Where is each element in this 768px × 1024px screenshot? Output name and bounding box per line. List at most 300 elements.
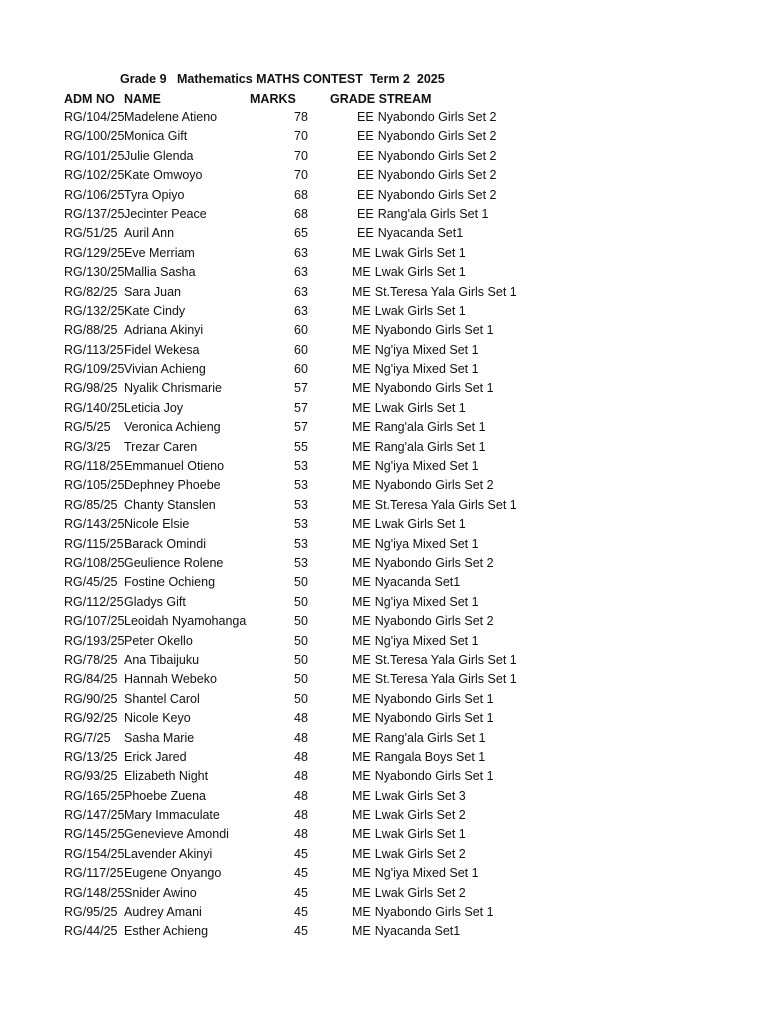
cell-stream: St.Teresa Yala Girls Set 1	[374, 284, 517, 299]
cell-stream: Nyabondo Girls Set 1	[374, 691, 494, 706]
cell-grade-stream	[330, 903, 580, 922]
cell-marks: 55	[294, 439, 308, 454]
table-row	[0, 399, 768, 418]
cell-grade: EE	[357, 129, 374, 144]
table-row	[0, 651, 768, 670]
cell-marks: 50	[294, 672, 308, 687]
cell-grade: ME	[352, 788, 371, 803]
cell-marks: 78	[294, 110, 308, 124]
cell-stream: St.Teresa Yala Girls Set 1	[374, 672, 517, 687]
table-row	[0, 922, 768, 941]
cell-stream: Lwak Girls Set 1	[374, 400, 466, 415]
table-row	[0, 283, 768, 302]
table-row	[0, 438, 768, 457]
cell-name: Dephney Phoebe	[124, 478, 221, 493]
cell-name: Barack Omindi	[124, 536, 206, 551]
table-row	[0, 884, 768, 903]
cell-grade-stream	[330, 399, 580, 418]
cell-marks: 60	[294, 342, 308, 357]
cell-grade-stream	[330, 108, 580, 127]
cell-grade: ME	[352, 536, 371, 551]
cell-name: Adriana Akinyi	[124, 323, 204, 338]
cell-grade: ME	[352, 303, 371, 318]
cell-stream: Nyacanda Set1	[374, 575, 461, 590]
cell-adm-no: RG/105/25	[64, 478, 124, 493]
cell-adm-no: RG/101/25	[64, 148, 124, 163]
cell-marks: 68	[294, 187, 308, 202]
cell-adm-no: RG/147/25	[64, 808, 124, 823]
cell-stream: Lwak Girls Set 1	[374, 517, 466, 532]
cell-grade-stream	[330, 476, 580, 495]
cell-stream: Nyabondo Girls Set 1	[374, 711, 494, 726]
cell-stream: Nyabondo Girls Set 2	[377, 168, 497, 183]
sheet-title	[120, 70, 445, 88]
cell-grade-stream	[330, 263, 580, 282]
cell-name: Elizabeth Night	[124, 769, 209, 784]
table-row	[0, 379, 768, 398]
table-row	[0, 729, 768, 748]
cell-adm-no: RG/85/25	[64, 497, 118, 512]
cell-stream: Nyabondo Girls Set 2	[377, 110, 497, 124]
cell-stream: Rang'ala Girls Set 1	[377, 206, 489, 221]
cell-adm-no: RG/95/25	[64, 905, 118, 920]
cell-adm-no: RG/130/25	[64, 265, 124, 280]
cell-marks: 45	[294, 905, 308, 920]
cell-grade: ME	[352, 808, 371, 823]
cell-marks: 48	[294, 788, 308, 803]
header-adm-no: ADM NO	[64, 92, 115, 106]
cell-marks: 50	[294, 575, 308, 590]
table-row	[0, 147, 768, 166]
cell-name: Chanty Stanslen	[124, 497, 216, 512]
cell-stream: St.Teresa Yala Girls Set 1	[374, 497, 517, 512]
cell-grade-stream	[330, 515, 580, 534]
table-row	[0, 903, 768, 922]
cell-adm-no: RG/137/25	[64, 206, 124, 221]
cell-name: Monica Gift	[124, 129, 188, 144]
cell-grade-stream	[330, 379, 580, 398]
cell-stream: Ng'iya Mixed Set 1	[374, 362, 479, 377]
cell-stream: Nyabondo Girls Set 1	[374, 381, 494, 396]
cell-grade: ME	[352, 362, 371, 377]
cell-grade-stream	[330, 224, 580, 243]
cell-stream: Ng'iya Mixed Set 1	[374, 594, 479, 609]
cell-name: Leticia Joy	[124, 400, 184, 415]
table-row	[0, 244, 768, 263]
cell-grade: ME	[352, 614, 371, 629]
cell-grade-stream	[330, 670, 580, 689]
cell-name: Tyra Opiyo	[124, 187, 185, 202]
cell-adm-no: RG/88/25	[64, 323, 118, 338]
cell-grade-stream	[330, 360, 580, 379]
cell-grade: EE	[357, 168, 374, 183]
cell-grade-stream	[330, 612, 580, 631]
cell-grade-stream	[330, 690, 580, 709]
table-row	[0, 302, 768, 321]
cell-adm-no: RG/93/25	[64, 769, 118, 784]
cell-stream: Ng'iya Mixed Set 1	[374, 459, 479, 474]
cell-grade-stream	[330, 147, 580, 166]
cell-marks: 63	[294, 245, 308, 260]
cell-grade-stream	[330, 651, 580, 670]
cell-adm-no: RG/118/25	[64, 459, 124, 474]
cell-name: Nicole Elsie	[124, 517, 190, 532]
cell-adm-no: RG/98/25	[64, 381, 118, 396]
cell-name: Geulience Rolene	[124, 555, 224, 570]
table-row	[0, 321, 768, 340]
cell-marks: 48	[294, 827, 308, 842]
cell-grade-stream	[330, 496, 580, 515]
cell-adm-no: RG/3/25	[64, 439, 111, 454]
cell-name: Snider Awino	[124, 885, 197, 900]
cell-adm-no: RG/106/25	[64, 187, 124, 202]
cell-grade: ME	[352, 652, 371, 667]
cell-marks: 45	[294, 846, 308, 861]
cell-name: Kate Cindy	[124, 303, 186, 318]
table-row	[0, 554, 768, 573]
cell-name: Mallia Sasha	[124, 265, 196, 280]
cell-name: Leoidah Nyamohanga	[124, 614, 247, 629]
cell-marks: 48	[294, 711, 308, 726]
cell-adm-no: RG/102/25	[64, 168, 124, 183]
cell-name: Fidel Wekesa	[124, 342, 200, 357]
cell-stream: Lwak Girls Set 1	[374, 245, 466, 260]
cell-marks: 50	[294, 633, 308, 648]
cell-stream: Nyabondo Girls Set 1	[374, 323, 494, 338]
cell-grade-stream	[330, 922, 580, 941]
cell-grade: ME	[352, 846, 371, 861]
cell-stream: Nyacanda Set1	[374, 924, 461, 939]
cell-marks: 63	[294, 265, 308, 280]
cell-grade: ME	[352, 711, 371, 726]
cell-name: Nicole Keyo	[124, 711, 191, 726]
cell-marks: 65	[294, 226, 308, 241]
cell-grade-stream	[330, 729, 580, 748]
cell-grade: ME	[352, 400, 371, 415]
table-row	[0, 825, 768, 844]
cell-grade-stream	[330, 302, 580, 321]
cell-stream: Nyabondo Girls Set 2	[377, 129, 497, 144]
cell-marks: 57	[294, 381, 308, 396]
cell-grade-stream	[330, 438, 580, 457]
cell-stream: Nyacanda Set1	[377, 226, 464, 241]
header-grade-stream: GRADE STREAM	[330, 92, 432, 106]
cell-grade: ME	[352, 439, 371, 454]
cell-name: Eugene Onyango	[124, 866, 222, 881]
cell-grade: ME	[352, 730, 371, 745]
cell-name: Julie Glenda	[124, 148, 194, 163]
title-term: Term 2	[369, 72, 410, 86]
cell-name: Peter Okello	[124, 633, 193, 648]
cell-marks: 60	[294, 362, 308, 377]
cell-grade-stream	[330, 632, 580, 651]
cell-stream: Rang'ala Girls Set 1	[374, 439, 486, 454]
cell-name: Phoebe Zuena	[124, 788, 207, 803]
table-row	[0, 457, 768, 476]
cell-stream: Ng'iya Mixed Set 1	[374, 633, 479, 648]
cell-stream: Lwak Girls Set 2	[374, 885, 466, 900]
table-row	[0, 360, 768, 379]
table-row	[0, 787, 768, 806]
cell-stream: Nyabondo Girls Set 2	[374, 555, 494, 570]
cell-grade-stream	[330, 127, 580, 146]
cell-name: Veronica Achieng	[124, 420, 221, 435]
cell-grade: ME	[352, 827, 371, 842]
cell-adm-no: RG/132/25	[64, 303, 124, 318]
table-row	[0, 166, 768, 185]
cell-adm-no: RG/143/25	[64, 517, 124, 532]
cell-stream: Lwak Girls Set 3	[374, 788, 466, 803]
table-row	[0, 496, 768, 515]
cell-stream: Lwak Girls Set 2	[374, 808, 466, 823]
table-row	[0, 709, 768, 728]
table-row	[0, 263, 768, 282]
table-row	[0, 515, 768, 534]
cell-marks: 53	[294, 517, 308, 532]
cell-grade: ME	[352, 924, 371, 939]
cell-adm-no: RG/5/25	[64, 420, 111, 435]
table-row	[0, 864, 768, 883]
cell-grade: ME	[352, 265, 371, 280]
cell-name: Trezar Caren	[124, 439, 198, 454]
cell-stream: Nyabondo Girls Set 2	[377, 187, 497, 202]
table-row	[0, 127, 768, 146]
cell-name: Madelene Atieno	[124, 110, 218, 124]
cell-adm-no: RG/104/25	[64, 110, 124, 124]
cell-adm-no: RG/90/25	[64, 691, 118, 706]
cell-grade: EE	[357, 148, 374, 163]
title-grade: Grade 9	[120, 72, 167, 86]
cell-marks: 53	[294, 497, 308, 512]
cell-name: Mary Immaculate	[124, 808, 220, 823]
table-row	[0, 205, 768, 224]
cell-marks: 53	[294, 555, 308, 570]
table-row	[0, 535, 768, 554]
cell-adm-no: RG/193/25	[64, 633, 124, 648]
cell-name: Shantel Carol	[124, 691, 200, 706]
cell-grade: ME	[352, 594, 371, 609]
table-row	[0, 845, 768, 864]
cell-adm-no: RG/84/25	[64, 672, 118, 687]
table-row	[0, 224, 768, 243]
cell-stream: Lwak Girls Set 2	[374, 846, 466, 861]
cell-stream: Rangala Boys Set 1	[374, 749, 486, 764]
cell-marks: 70	[294, 148, 308, 163]
cell-marks: 50	[294, 594, 308, 609]
cell-adm-no: RG/13/25	[64, 749, 118, 764]
cell-marks: 48	[294, 808, 308, 823]
title-year: 2025	[416, 72, 445, 86]
cell-grade-stream	[330, 244, 580, 263]
cell-marks: 45	[294, 924, 308, 939]
cell-grade-stream	[330, 321, 580, 340]
cell-adm-no: RG/45/25	[64, 575, 118, 590]
cell-stream: Ng'iya Mixed Set 1	[374, 536, 479, 551]
cell-grade: ME	[352, 478, 371, 493]
cell-name: Nyalik Chrismarie	[124, 381, 222, 396]
cell-adm-no: RG/44/25	[64, 924, 118, 939]
cell-marks: 57	[294, 420, 308, 435]
cell-stream: Nyabondo Girls Set 2	[377, 148, 497, 163]
cell-grade: ME	[352, 575, 371, 590]
cell-adm-no: RG/100/25	[64, 129, 124, 144]
cell-marks: 53	[294, 478, 308, 493]
table-row	[0, 108, 768, 127]
cell-marks: 68	[294, 206, 308, 221]
cell-grade-stream	[330, 457, 580, 476]
cell-grade-stream	[330, 283, 580, 302]
cell-adm-no: RG/7/25	[64, 730, 111, 745]
cell-adm-no: RG/115/25	[64, 536, 124, 551]
cell-name: Genevieve Amondi	[124, 827, 229, 842]
cell-stream: Lwak Girls Set 1	[374, 827, 466, 842]
cell-grade-stream	[330, 709, 580, 728]
cell-stream: Nyabondo Girls Set 1	[374, 769, 494, 784]
cell-grade-stream	[330, 748, 580, 767]
cell-grade-stream	[330, 884, 580, 903]
cell-marks: 63	[294, 284, 308, 299]
cell-grade-stream	[330, 593, 580, 612]
cell-grade-stream	[330, 166, 580, 185]
cell-adm-no: RG/154/25	[64, 846, 124, 861]
header-marks: MARKS	[250, 92, 296, 106]
cell-stream: Nyabondo Girls Set 2	[374, 478, 494, 493]
cell-name: Auril Ann	[124, 226, 175, 241]
cell-grade: ME	[352, 633, 371, 648]
cell-name: Eve Merriam	[124, 245, 195, 260]
cell-stream: Nyabondo Girls Set 1	[374, 905, 494, 920]
cell-name: Emmanuel Otieno	[124, 459, 225, 474]
cell-grade-stream	[330, 825, 580, 844]
cell-name: Hannah Webeko	[124, 672, 217, 687]
cell-grade-stream	[330, 341, 580, 360]
cell-grade: ME	[352, 555, 371, 570]
cell-adm-no: RG/165/25	[64, 788, 124, 803]
cell-adm-no: RG/112/25	[64, 594, 124, 609]
cell-adm-no: RG/92/25	[64, 711, 118, 726]
cell-grade: ME	[352, 866, 371, 881]
cell-grade: ME	[352, 905, 371, 920]
cell-grade: ME	[352, 245, 371, 260]
cell-grade: EE	[357, 110, 374, 124]
cell-grade-stream	[330, 573, 580, 592]
table-row	[0, 573, 768, 592]
cell-grade-stream	[330, 535, 580, 554]
table-row	[0, 632, 768, 651]
header-name: NAME	[124, 92, 161, 106]
cell-grade: ME	[352, 497, 371, 512]
cell-adm-no: RG/140/25	[64, 400, 124, 415]
cell-adm-no: RG/113/25	[64, 342, 124, 357]
cell-marks: 48	[294, 769, 308, 784]
cell-adm-no: RG/107/25	[64, 614, 124, 629]
cell-name: Fostine Ochieng	[124, 575, 216, 590]
cell-grade: ME	[352, 381, 371, 396]
table-row	[0, 593, 768, 612]
cell-marks: 50	[294, 691, 308, 706]
cell-marks: 60	[294, 323, 308, 338]
cell-grade: ME	[352, 284, 371, 299]
cell-name: Sasha Marie	[124, 730, 195, 745]
cell-name: Gladys Gift	[124, 594, 186, 609]
cell-marks: 70	[294, 168, 308, 183]
cell-stream: Rang'ala Girls Set 1	[374, 420, 486, 435]
cell-adm-no: RG/148/25	[64, 885, 124, 900]
cell-grade: ME	[352, 517, 371, 532]
title-subject: Mathematics MATHS CONTEST	[176, 72, 363, 86]
cell-marks: 45	[294, 866, 308, 881]
cell-stream: St.Teresa Yala Girls Set 1	[374, 652, 517, 667]
cell-name: Kate Omwoyo	[124, 168, 203, 183]
cell-name: Ana Tibaijuku	[124, 652, 200, 667]
cell-name: Jecinter Peace	[124, 206, 207, 221]
cell-name: Lavender Akinyi	[124, 846, 213, 861]
cell-grade-stream	[330, 787, 580, 806]
cell-stream: Lwak Girls Set 1	[374, 303, 466, 318]
cell-grade-stream	[330, 806, 580, 825]
cell-stream: Rang'ala Girls Set 1	[374, 730, 486, 745]
cell-marks: 53	[294, 459, 308, 474]
cell-marks: 45	[294, 885, 308, 900]
cell-stream: Ng'iya Mixed Set 1	[374, 342, 479, 357]
cell-adm-no: RG/109/25	[64, 362, 124, 377]
table-row	[0, 806, 768, 825]
cell-name: Vivian Achieng	[124, 362, 206, 377]
cell-grade: EE	[357, 206, 374, 221]
cell-marks: 70	[294, 129, 308, 144]
cell-name: Esther Achieng	[124, 924, 209, 939]
cell-marks: 57	[294, 400, 308, 415]
table-row	[0, 341, 768, 360]
results-table-body	[0, 108, 768, 942]
cell-stream: Lwak Girls Set 1	[374, 265, 466, 280]
table-row	[0, 690, 768, 709]
cell-name: Erick Jared	[124, 749, 187, 764]
cell-marks: 50	[294, 652, 308, 667]
cell-adm-no: RG/129/25	[64, 245, 124, 260]
table-row	[0, 418, 768, 437]
table-row	[0, 186, 768, 205]
cell-marks: 63	[294, 303, 308, 318]
cell-adm-no: RG/51/25	[64, 226, 118, 241]
table-row	[0, 476, 768, 495]
cell-marks: 53	[294, 536, 308, 551]
cell-marks: 48	[294, 749, 308, 764]
cell-grade-stream	[330, 186, 580, 205]
cell-adm-no: RG/117/25	[64, 866, 124, 881]
cell-stream: Ng'iya Mixed Set 1	[374, 866, 479, 881]
cell-name: Audrey Amani	[124, 905, 202, 920]
cell-grade: ME	[352, 885, 371, 900]
table-row	[0, 612, 768, 631]
cell-grade-stream	[330, 864, 580, 883]
cell-grade: ME	[352, 420, 371, 435]
cell-adm-no: RG/145/25	[64, 827, 124, 842]
cell-grade-stream	[330, 767, 580, 786]
cell-grade: EE	[357, 226, 374, 241]
table-row	[0, 748, 768, 767]
table-row	[0, 670, 768, 689]
column-header-row	[0, 90, 768, 109]
cell-grade-stream	[330, 418, 580, 437]
cell-grade: ME	[352, 672, 371, 687]
cell-stream: Nyabondo Girls Set 2	[374, 614, 494, 629]
table-row	[0, 767, 768, 786]
cell-grade: ME	[352, 323, 371, 338]
cell-grade-stream	[330, 554, 580, 573]
cell-grade-stream	[330, 205, 580, 224]
cell-grade: ME	[352, 749, 371, 764]
